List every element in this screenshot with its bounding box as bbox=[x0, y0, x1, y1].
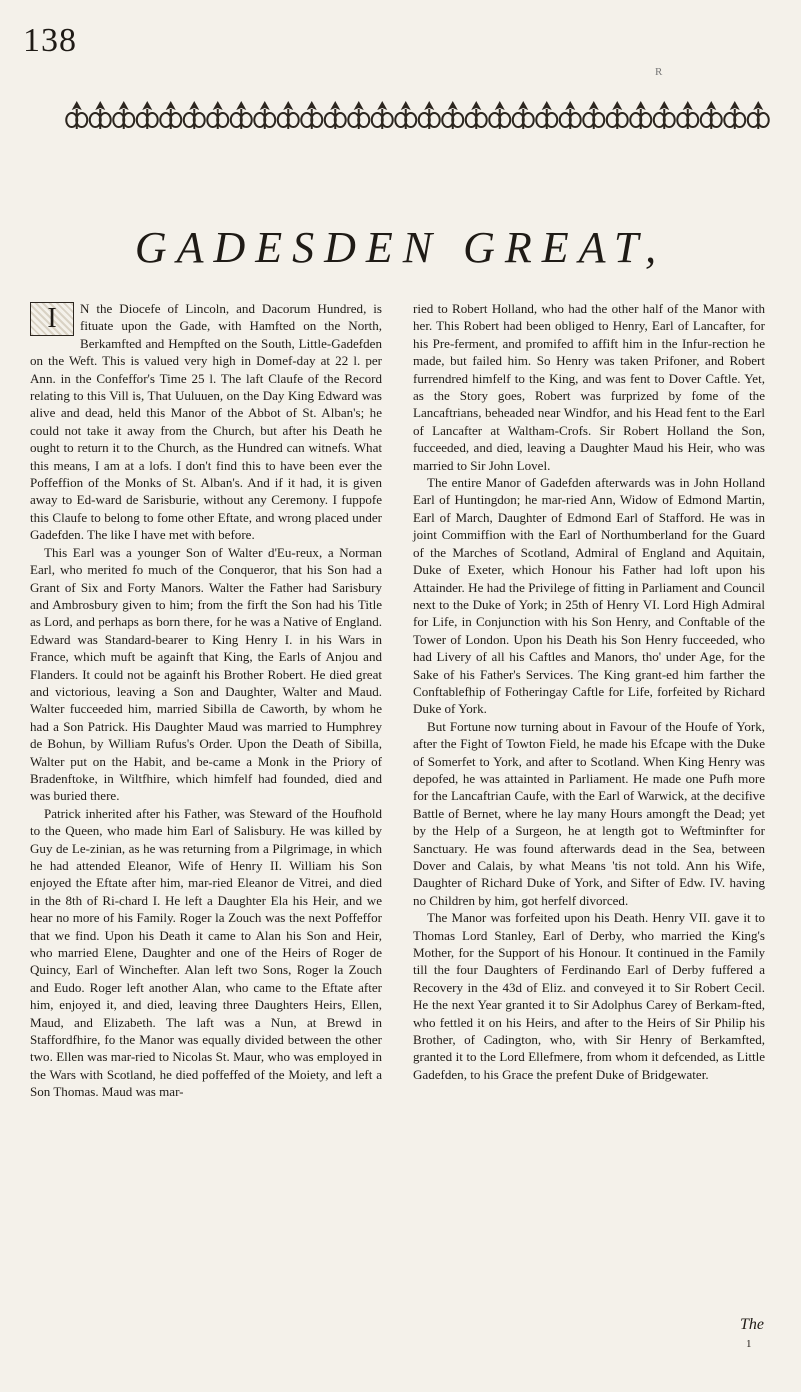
left-column bbox=[30, 300, 382, 1101]
fleuron-unit bbox=[724, 101, 745, 129]
fleuron-unit bbox=[560, 101, 581, 129]
left-paragraph-2: This Earl was a younger Son of Walter d'Eu-reux, a Norman Earl, who merited fo much of the Conqueror, that his Son had a Grant of Six and Forty Manors. Walter the Father had Sarisbury and Ambrosbury given to him; from the firft the Son had his Title as Lord, and perhaps as born there, for he was a Native of England. Edward was Standard-bearer to King Henry I. in his Wars in France, which muft be againft that King, the Earls of Anjou and Flanders. It could not be againft his Brother Robert. He died great and victorious, leaving a Son and Daughter, Walter and Maud. Walter fucceeded him, married Sibilla de Caworth, by whom he had a Son Patrick. His Daughter Maud was married to Humphrey de Bohun, by William Rufus's Order. Upon the Death of Sibilla, Walter put on the Habit, and be-came a Monk in the Priory of Bradenftoke, in Wiltfhire, which himfelf had founded, died and was buried there. bbox=[30, 544, 382, 804]
left-paragraph-3: Patrick inherited after his Father, was Steward of the Houfhold to the Queen, who made him Earl of Salisbury. He was killed by Guy de Le-zinian, as he was returning from a Pilgrimage, in which he had attended Eleanor, Wife of Henry II. William his Son enjoyed the Eftate after him, mar-ried Eleanor de Vitrei, and died in the 8th of Ri-chard I. He left a Daughter Ela his Heir, and we hear no more of his Family. Roger la Zouch was the next Poffeffor that we find. Upon his Death it came to Alan his Son and Heir, who married Elene, Daughter and one of the Heirs of Roger de Quincy, Earl of Winchefter. Alan left two Sons, Roger la Zouch and Eudo. Roger left another Alan, who came to the Eftate after him, enjoyed it, and died, leaving three Daughters Heirs, Ellen, Maud, and Elizabeth. The laft was a Nun, at Brewd in Staffordfhire, fo the Manor was equally divided between the other two. Ellen was mar-ried to Nicolas St. Maur, who was employed in the Wars with Scotland, he died poffeffed of the Moiety, and left a Son Thomas. Maud was mar- bbox=[30, 805, 382, 1100]
fleuron-unit bbox=[301, 101, 322, 129]
drop-cap: I bbox=[30, 302, 74, 336]
fleuron-unit bbox=[466, 101, 487, 129]
fleuron-unit bbox=[348, 101, 369, 129]
fleuron-unit bbox=[630, 101, 651, 129]
fleuron-unit bbox=[654, 101, 675, 129]
fleuron-unit bbox=[489, 101, 510, 129]
page-title: GADESDEN GREAT, bbox=[134, 223, 667, 272]
fleuron-unit bbox=[207, 101, 228, 129]
left-paragraph-1-text: N the Diocefe of Lincoln, and Dacorum Hundred, is fituate upon the Gade, with Hamfted on the North, Berkamfted and Hempfted on the South, Little-Gadefden on the Weft. This is valued very high in Domef-day at 22 l. per Ann. in the Confeffor's Time 25 l. The laft Claufe of the Record relating to this Vill is, That Uuluuen, on the Day King Edward was alive and dead, held this Manor of the Abbot of St. Alban's; he could not take it away from the Church, but after his Death he ought to return it to the Church, as the Hundred can witnefs. What this means, I am at a lofs. I don't find this to have been ever the Poffeffion of the Monks of St. Alban's. And if it had, it is given away to Ed-ward de Sarisburie, without any Ceremony. I fuppofe this Claufe to belong to fome other Eftate, and wrong placed under Gadefden. The like I have met with before. bbox=[30, 301, 382, 543]
fleuron-unit bbox=[442, 101, 463, 129]
fleuron-unit bbox=[66, 101, 87, 129]
catchword: The bbox=[740, 1316, 764, 1333]
right-paragraph-3: But Fortune now turning about in Favour of the Houfe of York, after the Fight of Towton Field, he made his Efcape with the Duke of Somerfet to York, and after to Scotland. When King Henry was depofed, he was attainted in Parliament. He made one Pufh more for the Lancaftrian Caufe, with the Earl of Warwick, at the decifive Battle of Bernet, where he lay many Hours amongft the Dead; yet by the Help of a Surgeon, he at length got to Weftminfter for Sanctuary. He was found afterwards dead in the Sea, between Dover and Calais, by what Means 'tis not told. Ann his Wife, Daughter of Richard Duke of York, and Sifter of Edw. IV. having no Children by him, got herfelf divorced. bbox=[413, 718, 765, 908]
fleuron-unit bbox=[113, 101, 134, 129]
right-column bbox=[413, 300, 765, 1083]
fleuron-unit bbox=[701, 101, 722, 129]
fleuron-unit bbox=[231, 101, 252, 129]
fleuron-unit bbox=[325, 101, 346, 129]
fleuron-unit bbox=[677, 101, 698, 129]
fleuron-unit bbox=[254, 101, 275, 129]
right-paragraph-4: The Manor was forfeited upon his Death. Henry VII. gave it to Thomas Lord Stanley, Earl of Derby, who married the King's Mother, for the Support of his Honour. It continued in the Family till the four Daughters of Ferdinando Earl of Derby fuffered a Recovery in the 43d of Eliz. and conveyed it to Sir Robert Cecil. He the next Year granted it to Sir Adolphus Carey of Berkam-fted, who fettled it on his Heirs, and after to the Heirs of Sir Philip his Brother, of Cadington, who, with Sir Henry of Berkamfted, granted it to the Lord Ellefmere, from whom it defcended, as Little Gadefden, to his Grace the prefent Duke of Bridgewater. bbox=[413, 910, 765, 1082]
fleuron-unit bbox=[160, 101, 181, 129]
fleuron-unit bbox=[184, 101, 205, 129]
fleuron-unit bbox=[536, 101, 557, 129]
fleuron-unit bbox=[372, 101, 393, 129]
page-mark: R bbox=[655, 66, 663, 78]
fleuron-unit bbox=[748, 101, 769, 129]
right-paragraph-1: ried to Robert Holland, who had the other half of the Manor with her. This Robert had been obliged to Henry, Earl of Lancafter, for his Pre-ferment, and promifed to affift him in the Infur-rection he made, but failed him. So Henry was taken Prifoner, and Robert furrendred himfelf to the King, and was fent to Dover Caftle. Yet, as the Story goes, Robert was furprized by fome of the Lancaftrians, beheaded near Windfor, and his Head fent to the Earl of Lancafter at Waltham-Crofs. Sir Robert Holland the Son, fucceeded, and died, leaving a Daughter Maud his Heir, who was married to Sir John Lovel. bbox=[413, 301, 765, 473]
fleuron-unit bbox=[395, 101, 416, 129]
page-number: 138 bbox=[23, 22, 77, 59]
left-paragraph-1 bbox=[30, 300, 382, 544]
fleuron-unit bbox=[583, 101, 604, 129]
ornament-svg bbox=[65, 98, 770, 134]
printers-ornament-band bbox=[65, 98, 770, 134]
signature-mark: 1 bbox=[746, 1338, 752, 1350]
fleuron-unit bbox=[90, 101, 111, 129]
right-paragraph-2: The entire Manor of Gadefden afterwards was in John Holland Earl of Huntingdon; he mar-ried Ann, Widow of Edmond Martin, Earl of March, Daughter of Edmond Earl of Stafford. He was in joint Commiffion with the Earl of Northumberland for the Guard of the Marches of Scotland, Admiral of England and Aquitain, Duke of Exeter, which Honour his Father had loft upon his Attainder. He had the Privilege of fitting in Parliament and Council next to the Duke of York; in 25th of Henry VI. Lord High Admiral for Life, in Conjunction with his Son Henry, and Conftable of the Tower of London. Upon his Death his Son Henry fucceeded, who had Livery of all his Caftles and Manors, tho' under Age, for the Sake of his Father's Services. The King grant-ed him farther the Conftablefhip of Fotheringay Caftle for Life, forfeited by Richard Duke of York. bbox=[413, 475, 765, 717]
fleuron-unit bbox=[607, 101, 628, 129]
fleuron-unit bbox=[513, 101, 534, 129]
fleuron-unit bbox=[278, 101, 299, 129]
fleuron-unit bbox=[137, 101, 158, 129]
fleuron-unit bbox=[419, 101, 440, 129]
